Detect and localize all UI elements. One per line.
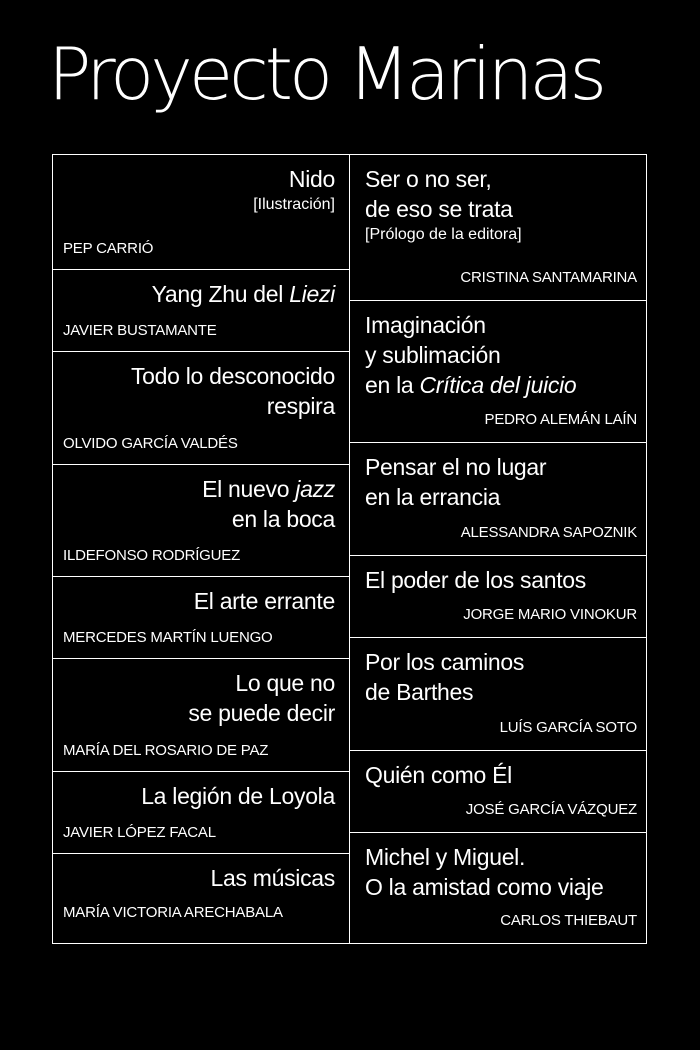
entry-cell	[350, 155, 646, 301]
entry-author: JORGE MARIO VINOKUR	[463, 606, 637, 623]
page-title: Proyecto Marinas	[48, 32, 603, 116]
entry-title-line: Yang Zhu del	[151, 281, 290, 307]
entry-title-line: Nido	[288, 166, 335, 192]
entry-title	[53, 155, 349, 194]
entry-title-line: Por los caminos	[365, 649, 525, 675]
entry-title-line: en la errancia	[365, 484, 501, 510]
right-column	[350, 155, 646, 943]
entry-title-line: El poder de los santos	[365, 567, 586, 593]
entry-cell	[53, 352, 349, 465]
entry-title-line: El arte errante	[193, 588, 335, 614]
entry-author: OLVIDO GARCÍA VALDÉS	[63, 435, 238, 452]
entry-cell	[53, 155, 349, 270]
entry-title	[350, 443, 646, 512]
entry-title-italic: Crítica del juicio	[419, 372, 577, 398]
entry-author: MARÍA VICTORIA ARECHABALA	[63, 904, 283, 921]
entry-title-line: Ser o no ser,	[365, 166, 492, 192]
entry-title-line: Las músicas	[210, 865, 335, 891]
entry-title-line: Quién como Él	[365, 762, 512, 788]
entry-cell	[53, 659, 349, 772]
entry-cell	[53, 772, 349, 854]
entry-cell	[350, 833, 646, 945]
entry-title-line: respira	[266, 393, 335, 419]
entry-title	[53, 659, 349, 728]
entry-title-line	[365, 370, 636, 400]
entry-cell	[350, 443, 646, 556]
entry-title-line: Todo lo desconocido	[130, 363, 335, 389]
entry-note: [Ilustración]	[253, 196, 335, 213]
entry-cell	[53, 577, 349, 659]
entry-author: MERCEDES MARTÍN LUENGO	[63, 629, 273, 646]
entry-title	[350, 833, 646, 902]
entry-cell	[350, 301, 646, 443]
entry-author: JOSÉ GARCÍA VÁZQUEZ	[465, 801, 637, 818]
entry-title-line: Lo que no	[235, 670, 335, 696]
entry-author: CARLOS THIEBAUT	[500, 912, 637, 929]
entry-cell	[53, 465, 349, 577]
contents-table	[52, 154, 647, 944]
entry-author: PEP CARRIÓ	[63, 240, 154, 257]
entry-title	[350, 155, 646, 224]
entry-title-line	[63, 474, 335, 504]
entry-title-italic: Liezi	[289, 281, 335, 307]
entry-author: JAVIER BUSTAMANTE	[63, 322, 217, 339]
entry-title-line: de Barthes	[365, 679, 474, 705]
entry-title-line: Michel y Miguel.	[365, 844, 526, 870]
entry-title-line: y sublimación	[365, 342, 501, 368]
entry-title-line: de eso se trata	[365, 196, 513, 222]
entry-cell	[350, 638, 646, 751]
entry-title-line: Imaginación	[365, 312, 486, 338]
entry-title	[53, 772, 349, 811]
entry-title-line: La legión de Loyola	[141, 783, 335, 809]
entry-cell	[350, 556, 646, 638]
entry-author: CRISTINA SANTAMARINA	[460, 269, 637, 286]
entry-title-text: en la	[365, 372, 420, 398]
entry-cell	[53, 270, 349, 352]
entry-author: JAVIER LÓPEZ FACAL	[63, 824, 216, 841]
entry-cell	[53, 854, 349, 945]
entry-title	[53, 577, 349, 616]
entry-title	[53, 854, 349, 893]
entry-title-line: se puede decir	[188, 700, 335, 726]
entry-author: PEDRO ALEMÁN LAÍN	[484, 411, 637, 428]
entry-title	[350, 638, 646, 707]
entry-title	[350, 751, 646, 790]
entry-title	[53, 270, 349, 309]
entry-author: LUÍS GARCÍA SOTO	[499, 719, 637, 736]
entry-title-line: O la amistad como viaje	[365, 874, 604, 900]
left-column	[53, 155, 350, 943]
entry-title-text: El nuevo	[202, 476, 296, 502]
entry-cell	[350, 751, 646, 833]
entry-author: MARÍA DEL ROSARIO DE PAZ	[63, 742, 269, 759]
entry-title-line: Pensar el no lugar	[365, 454, 547, 480]
entry-note: [Prólogo de la editora]	[365, 226, 522, 243]
entry-author: ALESSANDRA SAPOZNIK	[460, 524, 637, 541]
entry-title	[350, 556, 646, 595]
entry-title	[53, 352, 349, 421]
entry-author: ILDEFONSO RODRÍGUEZ	[63, 547, 241, 564]
entry-title-italic: jazz	[295, 476, 335, 502]
entry-title	[53, 465, 349, 534]
entry-title-line: en la boca	[231, 506, 335, 532]
entry-title	[350, 301, 646, 400]
